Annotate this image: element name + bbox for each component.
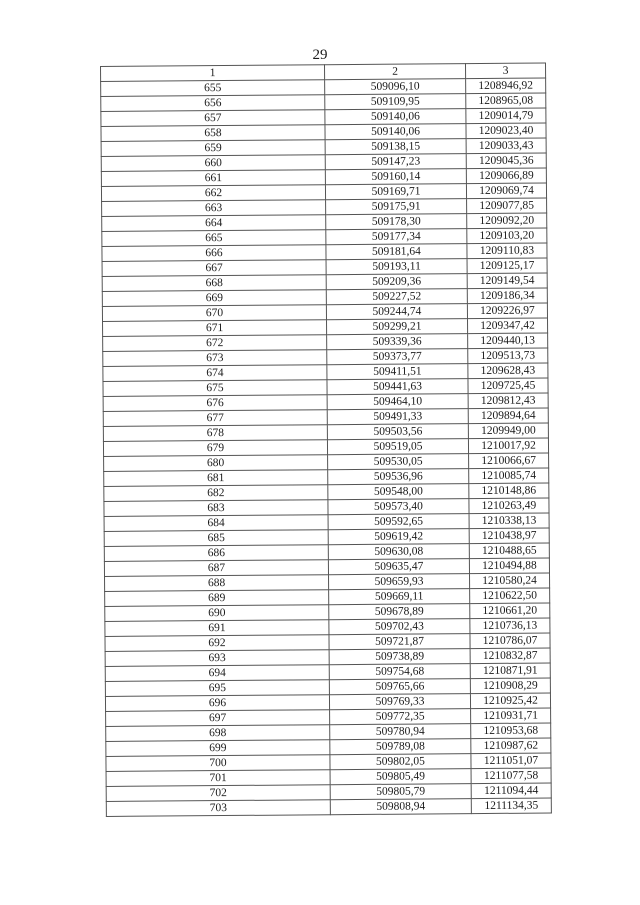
y-coordinate-cell: 1209092,20 (467, 213, 547, 229)
point-number-cell: 703 (106, 800, 330, 817)
x-coordinate-cell: 509519,05 (327, 439, 468, 455)
y-coordinate-cell: 1210786,07 (470, 633, 550, 649)
x-coordinate-cell: 509754,68 (329, 664, 470, 680)
y-coordinate-cell: 1210736,13 (470, 618, 550, 634)
x-coordinate-cell: 509339,36 (327, 334, 468, 350)
y-coordinate-cell: 1209077,85 (467, 198, 547, 214)
point-number-cell: 659 (101, 140, 325, 157)
x-coordinate-cell: 509780,94 (330, 724, 471, 740)
point-number-cell: 690 (105, 605, 329, 622)
point-number-cell: 658 (101, 125, 325, 142)
x-coordinate-cell: 509138,15 (325, 139, 466, 155)
point-number-cell: 665 (102, 230, 326, 247)
table-body (101, 78, 552, 816)
point-number-cell: 681 (104, 470, 328, 487)
x-coordinate-cell: 509789,08 (330, 739, 471, 755)
y-coordinate-cell: 1210148,86 (469, 483, 549, 499)
point-number-cell: 680 (104, 455, 328, 472)
point-number-cell: 662 (101, 185, 325, 202)
y-coordinate-cell: 1208965,08 (466, 93, 546, 109)
point-number-cell: 679 (103, 440, 327, 457)
point-number-cell: 693 (105, 650, 329, 667)
point-number-cell: 686 (104, 545, 328, 562)
point-number-cell: 667 (102, 260, 326, 277)
point-number-cell: 698 (106, 725, 330, 742)
x-coordinate-cell: 509536,96 (328, 469, 469, 485)
y-coordinate-cell: 1209103,20 (467, 228, 547, 244)
y-coordinate-cell: 1210832,87 (470, 648, 550, 664)
x-coordinate-cell: 509299,21 (326, 319, 467, 335)
x-coordinate-cell: 509592,65 (328, 514, 469, 530)
point-number-cell: 678 (103, 425, 327, 442)
x-coordinate-cell: 509169,71 (325, 184, 466, 200)
x-coordinate-cell: 509411,51 (327, 364, 468, 380)
x-coordinate-cell: 509630,08 (328, 544, 469, 560)
y-coordinate-cell: 1211051,07 (471, 753, 551, 769)
y-coordinate-cell: 1209440,13 (468, 333, 548, 349)
y-coordinate-cell: 1209110,83 (467, 243, 547, 259)
y-coordinate-cell: 1210908,29 (470, 678, 550, 694)
y-coordinate-cell: 1209014,79 (466, 108, 546, 124)
column-header-2: 2 (324, 64, 465, 80)
y-coordinate-cell: 1211094,44 (471, 783, 551, 799)
x-coordinate-cell: 509209,36 (326, 274, 467, 290)
point-number-cell: 676 (103, 395, 327, 412)
point-number-cell: 671 (103, 320, 327, 337)
y-coordinate-cell: 1210925,42 (470, 693, 550, 709)
y-coordinate-cell: 1209066,89 (466, 168, 546, 184)
x-coordinate-cell: 509669,11 (329, 589, 470, 605)
x-coordinate-cell: 509193,11 (326, 259, 467, 275)
point-number-cell: 675 (103, 380, 327, 397)
y-coordinate-cell: 1210931,71 (471, 708, 551, 724)
x-coordinate-cell: 509769,33 (329, 694, 470, 710)
point-number-cell: 673 (103, 350, 327, 367)
point-number-cell: 694 (105, 665, 329, 682)
point-number-cell: 656 (101, 95, 325, 112)
x-coordinate-cell: 509244,74 (326, 304, 467, 320)
y-coordinate-cell: 1209023,40 (466, 123, 546, 139)
x-coordinate-cell: 509738,89 (329, 649, 470, 665)
x-coordinate-cell: 509096,10 (325, 79, 466, 95)
x-coordinate-cell: 509772,35 (330, 709, 471, 725)
x-coordinate-cell: 509805,79 (330, 784, 471, 800)
y-coordinate-cell: 1210085,74 (469, 468, 549, 484)
x-coordinate-cell: 509177,34 (326, 229, 467, 245)
x-coordinate-cell: 509175,91 (326, 199, 467, 215)
point-number-cell: 666 (102, 245, 326, 262)
x-coordinate-cell: 509227,52 (326, 289, 467, 305)
point-number-cell: 672 (103, 335, 327, 352)
point-number-cell: 684 (104, 515, 328, 532)
x-coordinate-cell: 509160,14 (325, 169, 466, 185)
y-coordinate-cell: 1209226,97 (467, 303, 547, 319)
y-coordinate-cell: 1210494,88 (469, 558, 549, 574)
y-coordinate-cell: 1210871,91 (470, 663, 550, 679)
y-coordinate-cell: 1210953,68 (471, 723, 551, 739)
x-coordinate-cell: 509635,47 (328, 559, 469, 575)
point-number-cell: 702 (106, 785, 330, 802)
point-number-cell: 663 (102, 200, 326, 217)
x-coordinate-cell: 509373,77 (327, 349, 468, 365)
y-coordinate-cell: 1209513,73 (468, 348, 548, 364)
y-coordinate-cell: 1210066,67 (469, 453, 549, 469)
x-coordinate-cell: 509491,33 (327, 409, 468, 425)
point-number-cell: 657 (101, 110, 325, 127)
x-coordinate-cell: 509530,05 (328, 454, 469, 470)
x-coordinate-cell: 509548,00 (328, 484, 469, 500)
point-number-cell: 669 (102, 290, 326, 307)
y-coordinate-cell: 1211134,35 (471, 798, 551, 814)
point-number-cell: 699 (106, 740, 330, 757)
point-number-cell: 697 (106, 710, 330, 727)
y-coordinate-cell: 1209628,43 (468, 363, 548, 379)
point-number-cell: 664 (102, 215, 326, 232)
point-number-cell: 701 (106, 770, 330, 787)
y-coordinate-cell: 1210580,24 (469, 573, 549, 589)
point-number-cell: 660 (101, 155, 325, 172)
y-coordinate-cell: 1208946,92 (466, 78, 546, 94)
point-number-cell: 674 (103, 365, 327, 382)
page-number: 29 (312, 47, 328, 63)
x-coordinate-cell: 509678,89 (329, 604, 470, 620)
x-coordinate-cell: 509721,87 (329, 634, 470, 650)
y-coordinate-cell: 1210661,20 (470, 603, 550, 619)
x-coordinate-cell: 509147,23 (325, 154, 466, 170)
point-number-cell: 661 (101, 170, 325, 187)
point-number-cell: 682 (104, 485, 328, 502)
y-coordinate-cell: 1210263,49 (469, 498, 549, 514)
y-coordinate-cell: 1209069,74 (466, 183, 546, 199)
x-coordinate-cell: 509619,42 (328, 529, 469, 545)
point-number-cell: 688 (105, 575, 329, 592)
y-coordinate-cell: 1209949,00 (468, 423, 548, 439)
y-coordinate-cell: 1209347,42 (467, 318, 547, 334)
y-coordinate-cell: 1209812,43 (468, 393, 548, 409)
point-number-cell: 677 (103, 410, 327, 427)
y-coordinate-cell: 1211077,58 (471, 768, 551, 784)
x-coordinate-cell: 509181,64 (326, 244, 467, 260)
y-coordinate-cell: 1210438,97 (469, 528, 549, 544)
x-coordinate-cell: 509140,06 (325, 109, 466, 125)
x-coordinate-cell: 509808,94 (330, 799, 471, 815)
y-coordinate-cell: 1209186,34 (467, 288, 547, 304)
point-number-cell: 689 (105, 590, 329, 607)
point-number-cell: 685 (104, 530, 328, 547)
point-number-cell: 696 (105, 695, 329, 712)
point-number-cell: 683 (104, 500, 328, 517)
point-number-cell: 692 (105, 635, 329, 652)
x-coordinate-cell: 509441,63 (327, 379, 468, 395)
x-coordinate-cell: 509659,93 (329, 574, 470, 590)
y-coordinate-cell: 1209033,43 (466, 138, 546, 154)
column-header-1: 1 (101, 65, 325, 82)
table-row (106, 798, 551, 816)
point-number-cell: 655 (101, 80, 325, 97)
x-coordinate-cell: 509765,66 (329, 679, 470, 695)
y-coordinate-cell: 1209045,36 (466, 153, 546, 169)
point-number-cell: 668 (102, 275, 326, 292)
coordinates-table (100, 62, 552, 816)
x-coordinate-cell: 509573,40 (328, 499, 469, 515)
y-coordinate-cell: 1209725,45 (468, 378, 548, 394)
x-coordinate-cell: 509805,49 (330, 769, 471, 785)
x-coordinate-cell: 509802,05 (330, 754, 471, 770)
point-number-cell: 670 (102, 305, 326, 322)
point-number-cell: 691 (105, 620, 329, 637)
y-coordinate-cell: 1209125,17 (467, 258, 547, 274)
column-header-3: 3 (465, 63, 545, 79)
x-coordinate-cell: 509702,43 (329, 619, 470, 635)
y-coordinate-cell: 1209149,54 (467, 273, 547, 289)
y-coordinate-cell: 1210338,13 (469, 513, 549, 529)
x-coordinate-cell: 509178,30 (326, 214, 467, 230)
x-coordinate-cell: 509503,56 (327, 424, 468, 440)
y-coordinate-cell: 1210622,50 (470, 588, 550, 604)
coordinates-sheet (100, 63, 551, 817)
point-number-cell: 700 (106, 755, 330, 772)
x-coordinate-cell: 509464,10 (327, 394, 468, 410)
y-coordinate-cell: 1210017,92 (468, 438, 548, 454)
y-coordinate-cell: 1209894,64 (468, 408, 548, 424)
y-coordinate-cell: 1210987,62 (471, 738, 551, 754)
point-number-cell: 687 (104, 560, 328, 577)
x-coordinate-cell: 509140,06 (325, 124, 466, 140)
point-number-cell: 695 (105, 680, 329, 697)
x-coordinate-cell: 509109,95 (325, 94, 466, 110)
y-coordinate-cell: 1210488,65 (469, 543, 549, 559)
